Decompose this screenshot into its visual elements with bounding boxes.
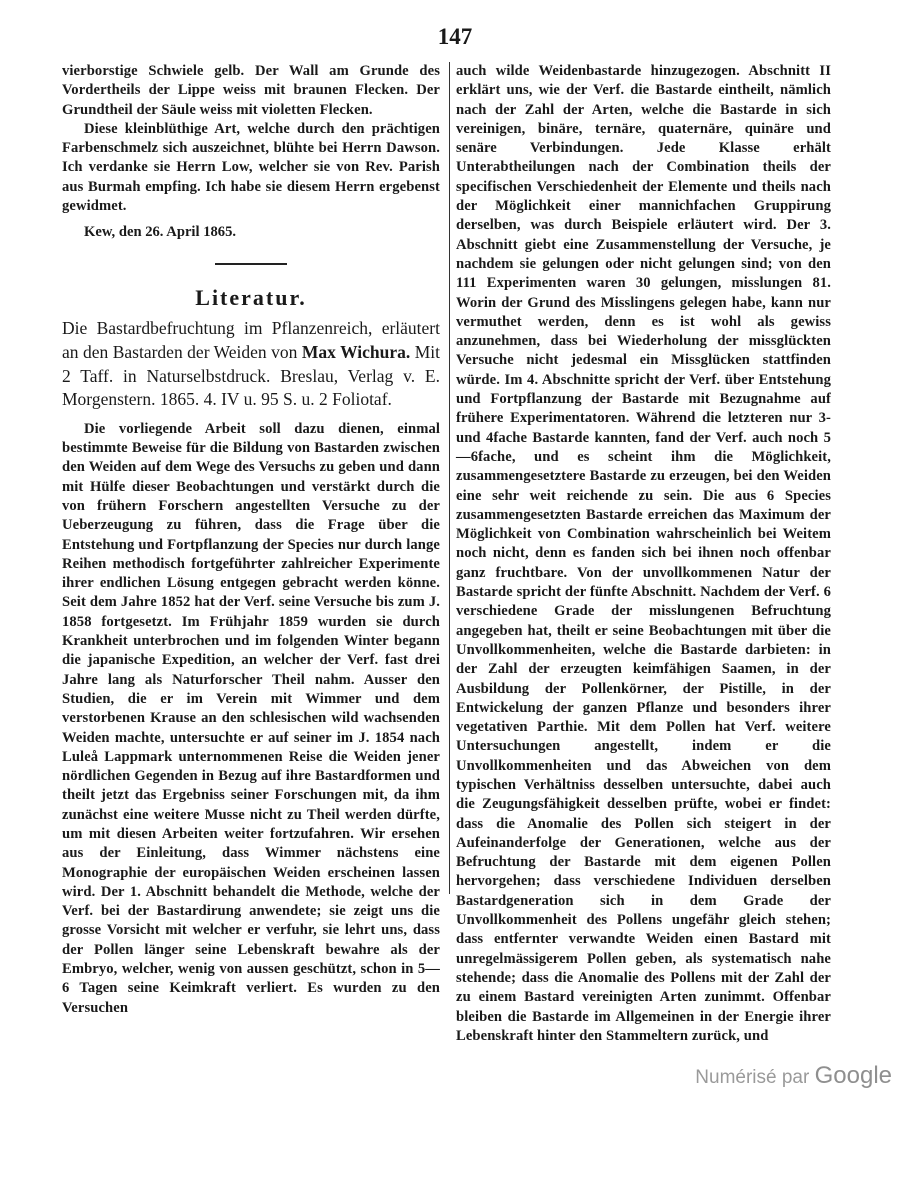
watermark-prefix: Numérisé par: [695, 1067, 815, 1088]
signature-line: Kew, den 26. April 1865.: [84, 224, 237, 241]
column-divider: [449, 62, 450, 894]
reviewed-work-reference: [62, 317, 440, 411]
section-title: Literatur.: [195, 285, 307, 311]
paragraph-orchid-note: Diese kleinblüthige Art, welche durch den prächtigen Farbenschmelz sich auszeichnet, blühte bei Herrn Dawson. Ich verdanke sie Herrn Low, welcher sie von Rev. Parish aus Burmah empfing. Ich habe sie diesem Herrn ergebenst gewidmet.: [62, 120, 440, 215]
review-paragraph: Die vorliegende Arbeit soll dazu dienen, einmal bestimmte Beweise für die Bildung von Bastarden zwischen den Weiden auf dem Wege des Versuchs zu geben und dann mit Hülfe dieser Beobachtungen und verstärkt durch die von frühern Forschern angestellten Versuche zu der Ueberzeugung zu führen, dass die Frage über die Entstehung und Fortpflanzung der Species nur durch lange Reihen methodisch fortgeführter zahlreicher Experimente ihrer endlichen Lösung entgegen gebracht werden könne. Seit dem Jahre 1852 hat der Verf. seine Versuche bis zum J. 1858 fortgesetzt. Im Frühjahr 1859 wurden sie durch Krankheit unterbrochen und im folgenden Winter begann die japanische Expedition, an welcher der Verf. fast drei Jahre lang als Naturforscher Theil nahm. Ausser den Studien, die er im Verein mit Wimmer und dem verstorbenen Krause an den schlesischen wild wachsenden Weiden machte, untersuchte er auf seiner im J. 1854 nach Luleå Lappmark unternommenen Reise die Weiden jener nördlichen Gegenden in Bezug auf ihre Bastardformen und theilt jetzt das Ergebniss seiner Forschungen mit, da ihm zunächst eine weitere Musse nicht zu Theil werden dürfte, um mit diesen Arbeiten weiter fortzufahren. Wir ersehen aus der Einleitung, dass Wimmer nächstens eine Monographie der europäischen Weiden erscheinen lassen wird. Der 1. Abschnitt behandelt die Methode, welche der Verf. bei der Bastardirung anwendete; sie zeigt uns die grosse Vorsicht mit welcher er verfuhr, sie lehrt uns, dass der Pollen länger seine Lebenskraft bewahre als der Embryo, welcher, wenig von aussen geschützt, schon in 5—6 Tagen seine Keimkraft verliert. Es wurden zu den Versuchen: [62, 420, 440, 1016]
left-column: [62, 62, 440, 1018]
work-title: Die Bastardbefruchtung im Pflanzenreich, erläutert an den Bastarden der Weiden von: [62, 318, 440, 362]
right-column: [456, 62, 831, 1046]
digitization-watermark: [695, 1062, 892, 1090]
review-continuation: auch wilde Weidenbastarde hinzugezogen. Abschnitt II erklärt uns, wie der Verf. die Bastarde eintheilt, nämlich nach der Zahl der Arten, welche die Bastarde in sich vereinigen, binäre, ternäre, quaternäre, quinäre und senäre Verbindungen. Jede Klasse erhält Unterabtheilungen nach der Combination theils der specifischen Verschiedenheit der Elemente und theils nach der Möglichkeit einer mannichfachen Gruppirung derselben, was durch Beispiele erläutert wird. Der 3. Abschnitt giebt eine Zusammenstellung der Versuche, je nachdem sie gelungen oder nicht gelungen sind; von den 111 Experimenten waren 30 gelungen, misslungen 81. Worin der Grund des Misslingens gelegen habe, kann nur vermuthet werden, denn es ist wohl als gewiss anzunehmen, dass bei Wiederholung der missglückten Versuche nicht jedesmal ein Missglücken stattfinden würde. Im 4. Abschnitte spricht der Verf. über Entstehung und Fortpflanzung der Bastarde mit Bezugnahme auf frühere Experimentatoren. Während die letzteren nur 3- und 4fache Bastarde kannten, fand der Verf. auch noch 5—6fache, und es scheint ihm die Möglichkeit, zusammengesetztere Bastarde zu erzeugen, bei den Weiden eine sehr weit reichende zu sein. Die aus 6 Species zusammengesetzten Bastarde erreichen das Maximum der Möglichkeit von Combination wahrscheinlich bei Weitem noch nicht, denn es fanden sich bei ihnen noch offenbar ganz fruchtbare. Von der unvollkommenen Natur der Bastarde spricht der fünfte Abschnitt. Nachdem der Verf. 6 verschiedene Grade der misslungenen Befruchtung angegeben hat, theilt er seine Beobachtungen mit über die Unvollkommenheiten, welche die Bastarde darbieten: in der Zahl der erzeugten keimfähigen Saamen, in der Ausbildung der Pollenkörner, der Pistille, in der Entwickelung der ganzen Pflanze und besonders ihrer vegetativen Parthie. Mit dem Pollen hat Verf. weitere Untersuchungen angestellt, indem er die Unvollkommenheiten und das Abweichen von dem typischen Verhältniss desselben untersuchte, dabei auch die Zeugungsfähigkeit desselben prüfte, wobei er findet: dass die Anomalie des Pollen sich steigert in der Aufeinanderfolge der Generationen, welche aus der Befruchtung der Bastarde mit dem eigenen Pollen hervorgehen; dass verschiedene Individuen derselben Bastardgeneration sich in dem Grade der Unvollkommenheit des Pollens ungefähr gleich stehen; dass entfernter verwandte Weiden einen Bastard mit unregelmässigerem Pollen geben, als systematisch nahe stehende; dass die Anomalie des Pollens mit der Zahl der zu einem Bastard vereinigten Arten zunimmt. Offenbar bleiben die Bastarde im Allgemeinen in der Energie ihrer Lebenskraft hinter den Stammeltern zurück, und: [456, 63, 831, 1044]
section-rule: [215, 263, 287, 265]
watermark-brand-logo: Google: [814, 1062, 892, 1089]
paragraph-orchid-description-end: vierborstige Schwiele gelb. Der Wall am Grunde des Vordertheils der Lippe weiss mit braunen Flecken. Der Grundtheil der Säule weiss mit violetten Flecken.: [62, 63, 440, 118]
work-author: Max Wichura.: [301, 341, 411, 362]
work-details: Mit 2 Taff. in Naturselbstdruck. Breslau, Verlag v. E. Morgenstern. 1865. 4. IV u. 95 S. u. 2 Foliotaf.: [62, 341, 441, 410]
page-number: 147: [437, 24, 473, 49]
